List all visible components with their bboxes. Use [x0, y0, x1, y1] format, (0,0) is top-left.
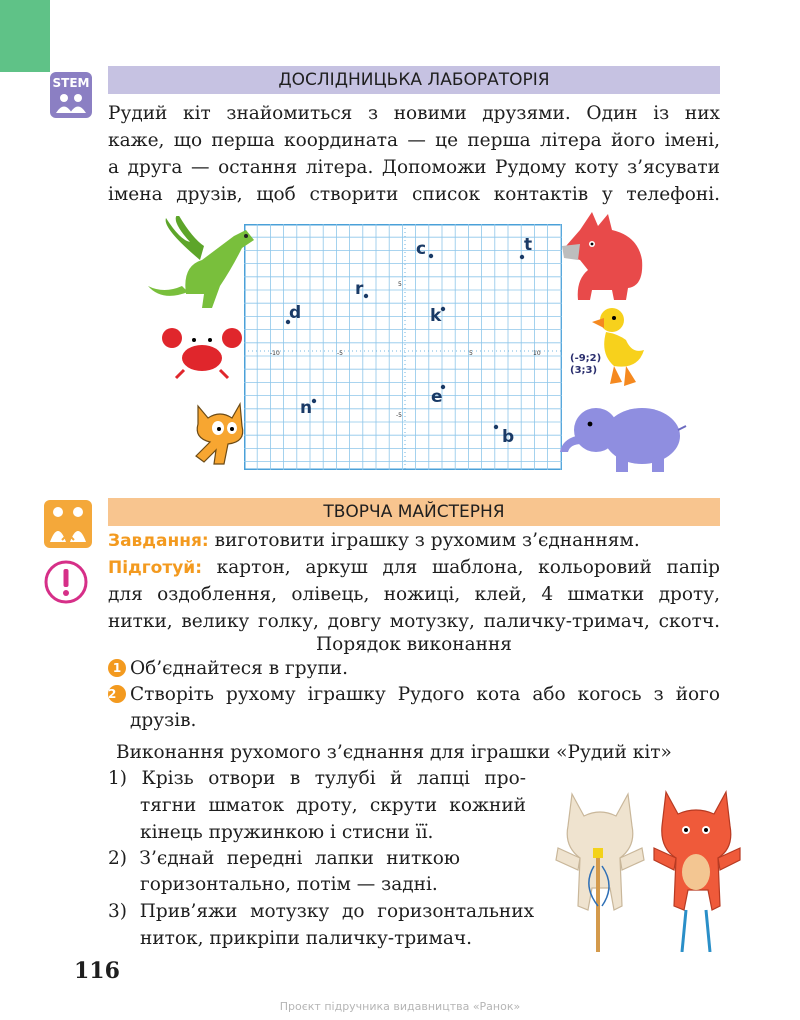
page-number: 116: [74, 958, 120, 984]
tick-label: 5: [398, 281, 402, 288]
point-label: c: [416, 239, 427, 259]
point-label: b: [502, 427, 515, 447]
lab-banner: ДОСЛІДНИЦЬКА ЛАБОРАТОРІЯ: [108, 66, 720, 94]
craft-badge: [44, 500, 92, 548]
point-dot: [429, 254, 433, 258]
prep-line: нитки, велику голку, довгу мотузку, паличку-тримач, скотч.: [108, 611, 720, 632]
sub-line: тягни шматок дроту, скрути кожний: [140, 795, 526, 816]
task-line: [108, 530, 720, 551]
tick-label: 10: [533, 350, 541, 357]
sub-line: ниток, прикріпи паличку-тримач.: [140, 928, 473, 949]
coordinate-grid: [244, 224, 562, 470]
step-2: [108, 684, 720, 705]
point-label: e: [431, 387, 443, 407]
sub-line: 3) Прив’яжи мотузку до горизонтальних: [108, 901, 534, 922]
cat-illustration: [188, 398, 254, 468]
lab-line: каже, що перша координата — це перша літера його імені,: [108, 130, 720, 151]
order-title: Порядок виконання: [316, 634, 512, 655]
elephant-illustration: [556, 400, 688, 476]
point-dot: [312, 399, 316, 403]
point-label: n: [300, 398, 313, 418]
tick-label: -5: [337, 350, 343, 357]
tick-label: -10: [270, 350, 280, 357]
dragon-illustration: [142, 216, 260, 314]
sub-line: 2) З’єднай передні лапки ниткою: [108, 848, 460, 869]
prep-line: для оздоблення, олівець, ножиці, клей, 4 шматки дроту,: [108, 584, 720, 605]
stem-badge: [50, 72, 92, 118]
duck-note: (3;3): [570, 365, 598, 376]
task-text: виготовити іграшку з рухомим з’єднанням.: [214, 530, 640, 551]
crab-illustration: [160, 322, 244, 380]
point-dot: [364, 294, 368, 298]
tick-label: -5: [396, 412, 402, 419]
prep-line: [108, 557, 720, 578]
step-number: 2: [108, 685, 126, 703]
prep-label: Підготуй:: [108, 558, 202, 578]
lab-paragraph: [108, 100, 720, 208]
sub-line: горизонтально, потім — задні.: [140, 874, 438, 895]
point-dot: [520, 255, 524, 259]
sub-line: кінець пружинкою і стисни її.: [140, 822, 434, 843]
step-2-cont: друзів.: [130, 710, 197, 731]
point-dot: [441, 307, 445, 311]
toy-template-illustration: [552, 786, 648, 952]
point-label: t: [524, 235, 533, 255]
subtitle: Виконання рухомого з’єднання для іграшки «Рудий кіт»: [116, 742, 672, 763]
craft-banner: ТВОРЧА МАЙСТЕРНЯ: [108, 498, 720, 526]
tick-label: 5: [469, 350, 473, 357]
corner-tab: [0, 0, 50, 72]
step-number: 1: [108, 659, 126, 677]
prep-text: картон, аркуш для шаблона, кольоровий папір: [216, 557, 720, 578]
dinosaur-illustration: [562, 210, 646, 302]
exclamation-icon: [44, 560, 88, 604]
step-1: [108, 658, 348, 679]
people-icon: [54, 92, 88, 114]
sub-line: 1) Крізь отвори в тулубі й лапці про-: [108, 768, 526, 789]
lab-line: а друга — остання літера. Допоможи Рудому коту з’ясувати: [108, 157, 720, 178]
duck-coordinates: [570, 353, 601, 377]
red-cat-toy-illustration: [648, 786, 744, 952]
duck-note: (-9;2): [570, 353, 602, 364]
point-dot: [494, 425, 498, 429]
lab-line: імена друзів, щоб створити список контактів у телефоні.: [108, 184, 720, 205]
tools-icon: [44, 500, 92, 548]
point-label: k: [430, 306, 442, 326]
footer-note: Проєкт підручника видавництва «Ранок»: [279, 1000, 521, 1013]
step-text: Об’єднайтеся в групи.: [130, 658, 348, 679]
stem-badge-label: STEM: [52, 76, 90, 90]
step-text: Створіть рухому іграшку Рудого кота або когось з його: [130, 684, 720, 705]
task-label: Завдання:: [108, 531, 209, 551]
point-label: r: [355, 279, 364, 299]
lab-line: Рудий кіт знайомиться з новими друзями. Один із них: [108, 103, 720, 124]
point-label: d: [289, 303, 302, 323]
